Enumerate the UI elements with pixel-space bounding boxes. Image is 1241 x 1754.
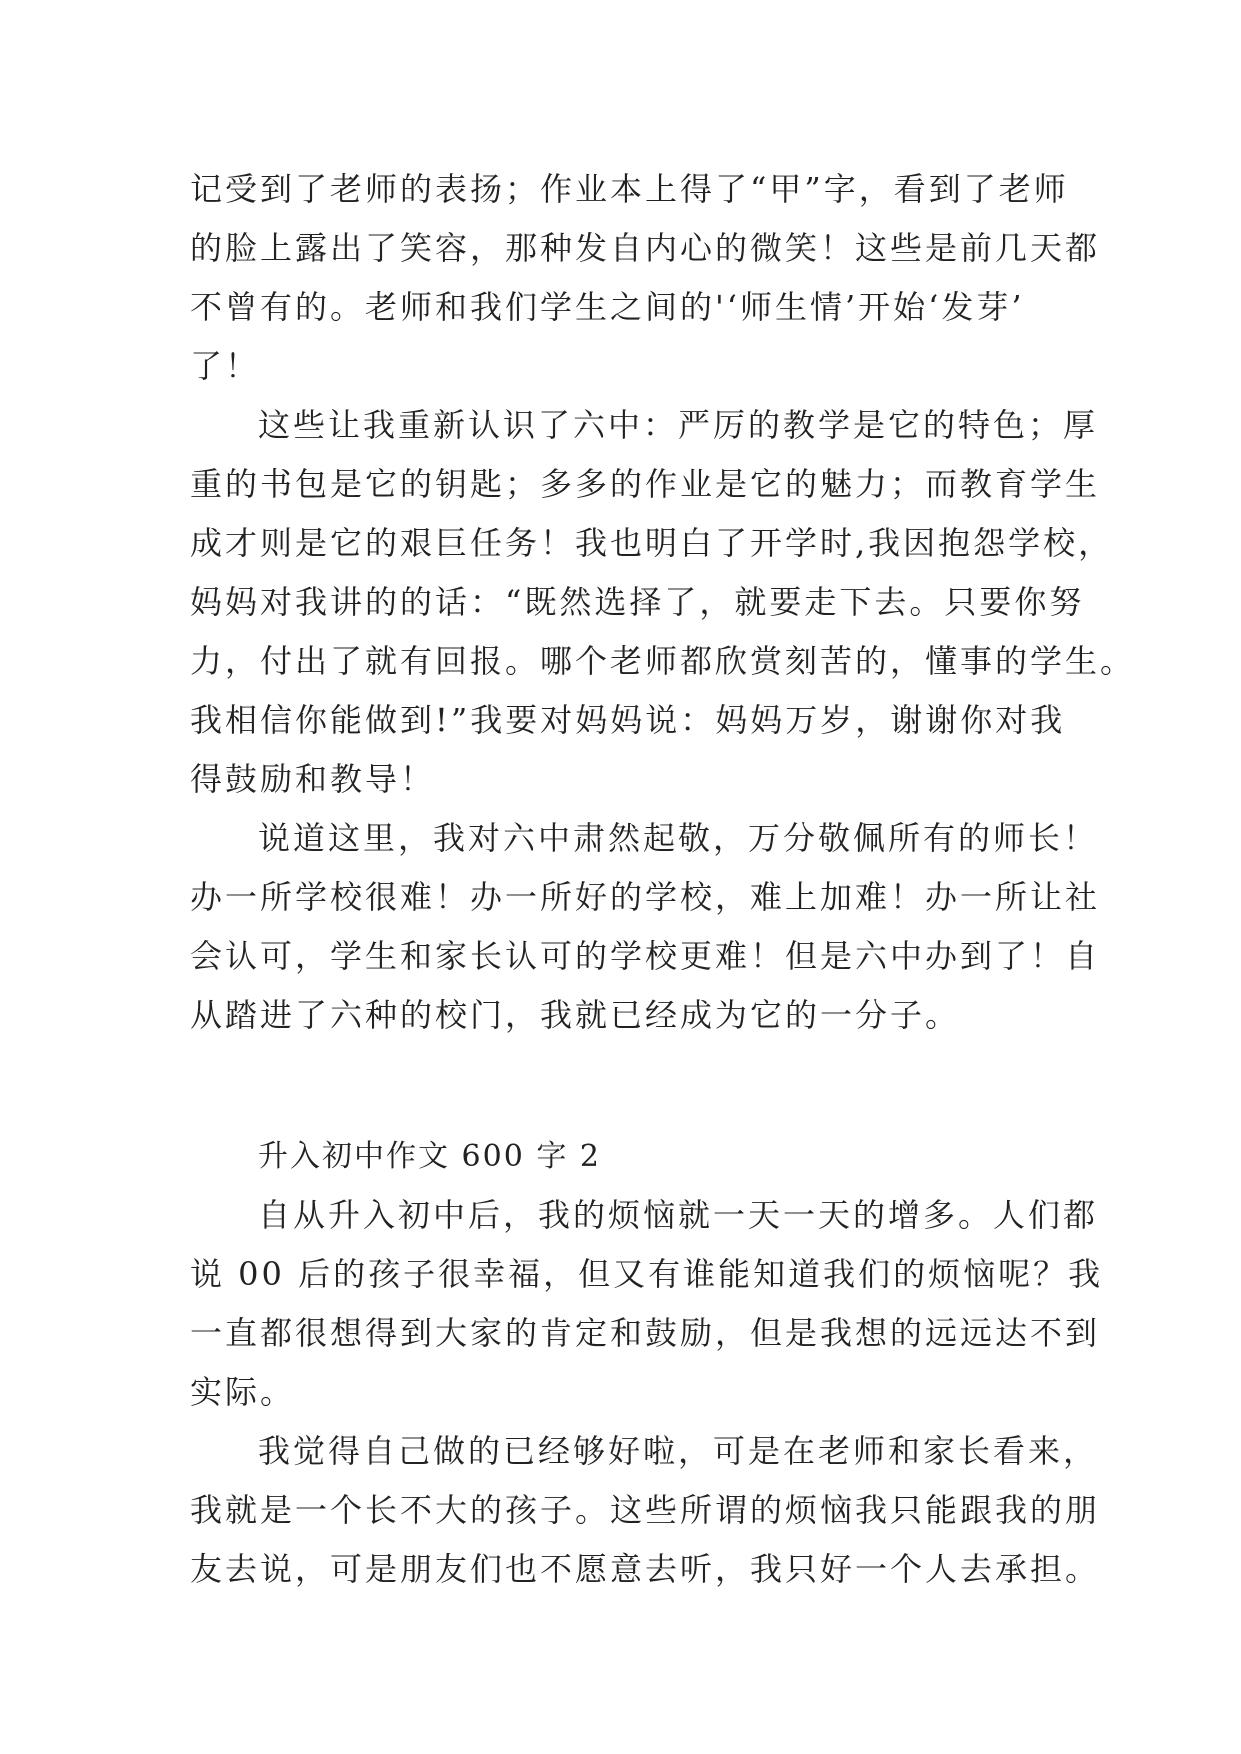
text-line: 成才则是它的艰巨任务！我也明白了开学时,我因抱怨学校， (190, 524, 1114, 562)
paragraph (190, 396, 1136, 809)
text-line: 的脸上露出了笑容，那种发自内心的微笑！这些是前几天都 (190, 229, 1101, 267)
text-line: 这些让我重新认识了六中：严厉的教学是它的特色；厚 (258, 406, 1099, 444)
section-title: 升入初中作文 600 字 2 (258, 1139, 601, 1174)
text-line: 友去说，可是朋友们也不愿意去听，我只好一个人去承担。 (190, 1550, 1101, 1588)
text-line: 重的书包是它的钥匙；多多的作业是它的魅力；而教育学生 (190, 465, 1101, 503)
text-line: 了！ (190, 347, 261, 385)
paragraph (190, 160, 1101, 396)
text-line: 我相信你能做到!”我要对妈妈说：妈妈万岁，谢谢你对我 (190, 701, 1066, 739)
text-line: 一直都很想得到大家的肯定和鼓励，但是我想的远远达不到 (190, 1314, 1101, 1352)
paragraph (190, 1422, 1101, 1599)
text-line: 我就是一个长不大的孩子。这些所谓的烦恼我只能跟我的朋 (190, 1491, 1101, 1529)
text-line: 力，付出了就有回报。哪个老师都欣赏刻苦的，懂事的学生。 (190, 642, 1136, 680)
text-line: 我觉得自己做的已经够好啦，可是在老师和家长看来， (258, 1432, 1099, 1470)
text-line: 从踏进了六种的校门，我就已经成为它的一分子。 (190, 996, 961, 1034)
text-line: 妈妈对我讲的的话：“既然选择了，就要走下去。只要你努 (190, 583, 1085, 621)
text-line: 说 00 后的孩子很幸福，但又有谁能知道我们的烦恼呢？我 (190, 1255, 1104, 1293)
text-line: 会认可，学生和家长认可的学校更难！但是六中办到了！自 (190, 937, 1101, 975)
text-line: 不曾有的。老师和我们学生之间的'‘师生情’开始‘发芽’ (190, 288, 1025, 326)
text-line: 说道这里，我对六中肃然起敬，万分敬佩所有的师长！ (258, 819, 1099, 857)
document-page (190, 160, 1136, 1599)
text-line: 得鼓励和教导！ (190, 760, 436, 798)
paragraph (190, 1186, 1104, 1422)
text-line: 自从升入初中后，我的烦恼就一天一天的增多。人们都 (258, 1196, 1099, 1234)
paragraph (190, 809, 1101, 1045)
text-line: 记受到了老师的表扬；作业本上得了“甲”字，看到了老师 (190, 170, 1069, 208)
text-line: 实际。 (190, 1373, 296, 1411)
text-line: 办一所学校很难！办一所好的学校，难上加难！办一所让社 (190, 878, 1101, 916)
